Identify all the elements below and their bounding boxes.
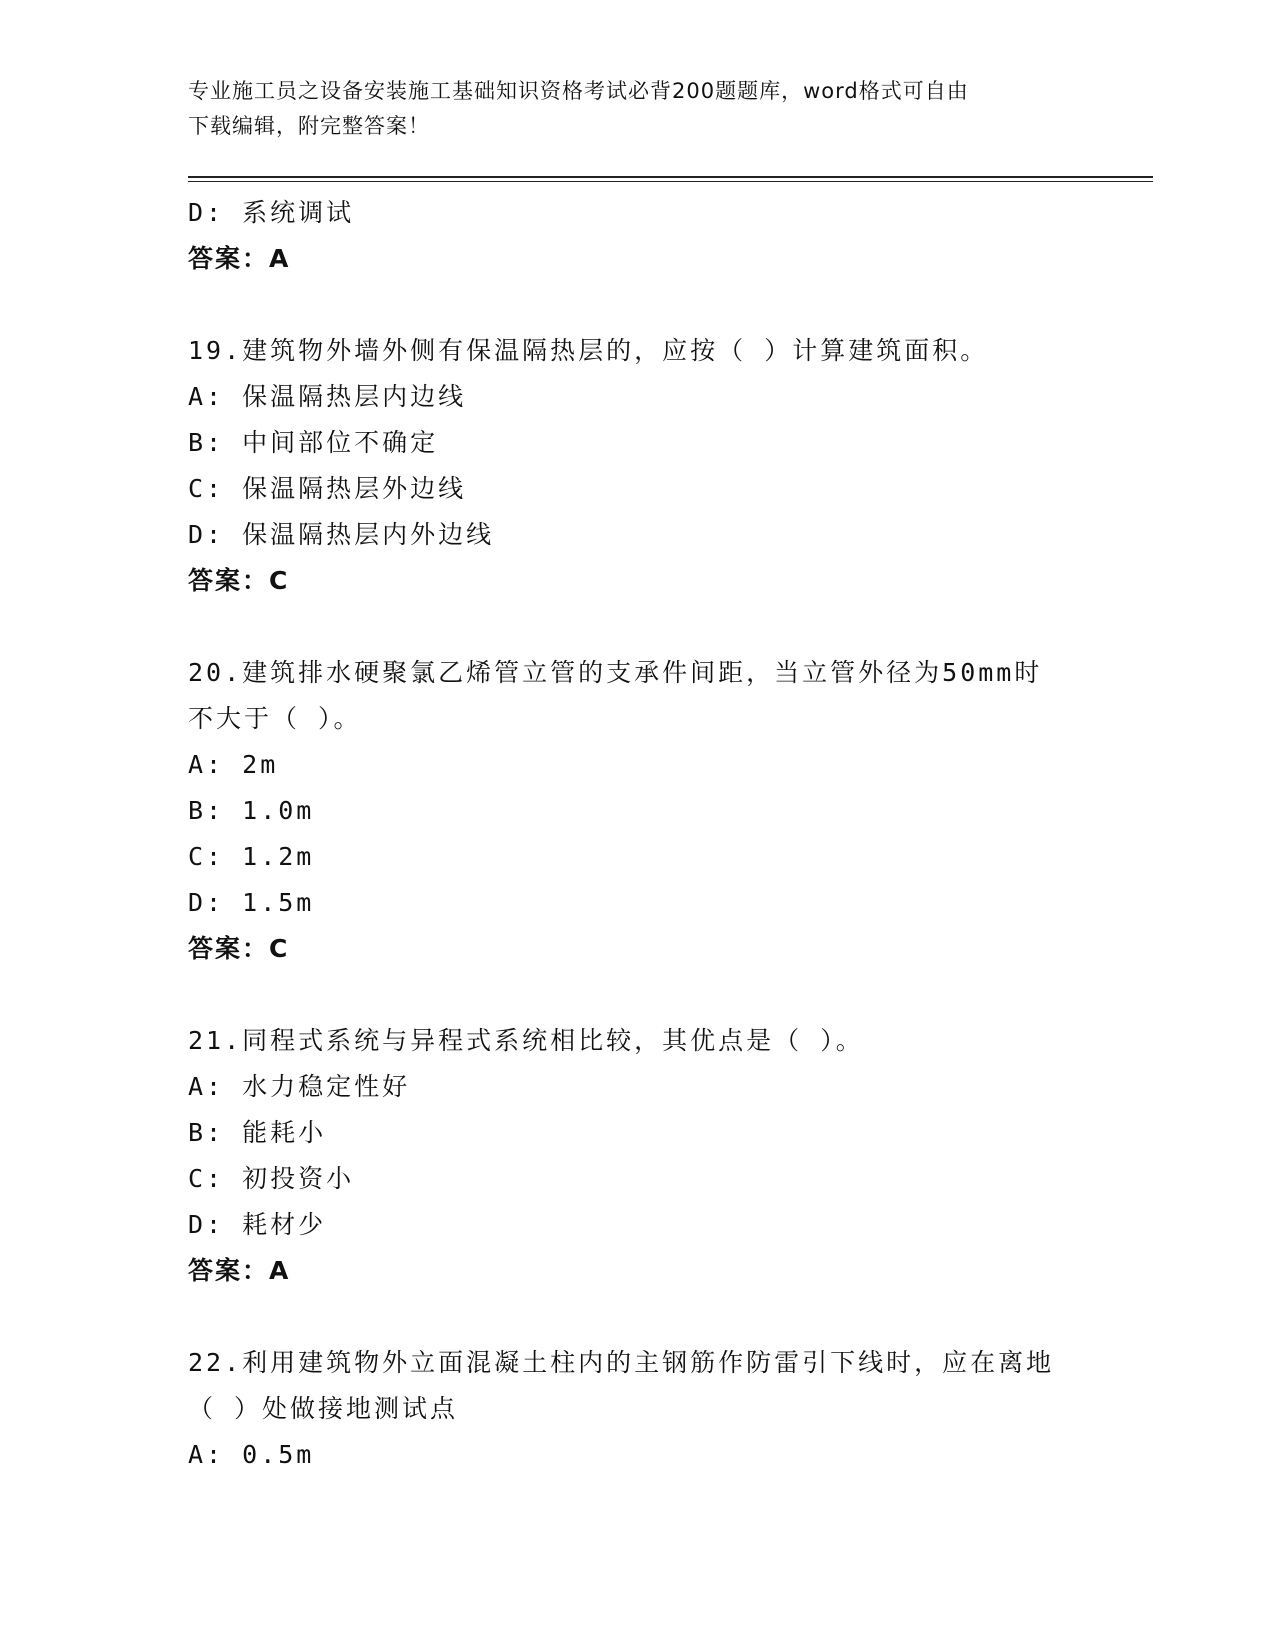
- question-stem-continued: （ ）处做接地测试点: [188, 1394, 459, 1423]
- option-c: C: 1.2m: [188, 842, 315, 871]
- question-list: [188, 190, 1088, 1478]
- option-a: A: 2m: [188, 750, 279, 779]
- option-c: C: 保温隔热层外边线: [188, 474, 467, 503]
- answer-line: 答案：C: [188, 566, 290, 595]
- question-stem: 19.建筑物外墙外侧有保温隔热层的，应按（ ）计算建筑面积。: [188, 336, 989, 365]
- spacer: [188, 282, 1088, 328]
- header-line-2: 下载编辑，附完整答案！: [188, 114, 430, 138]
- question-stem-continued: 不大于（ ）。: [188, 704, 362, 733]
- spacer: [188, 604, 1088, 650]
- header-line-1: 专业施工员之设备安装施工基础知识资格考试必背200题题库，word格式可自由: [188, 79, 969, 103]
- option-a: A: 水力稳定性好: [188, 1072, 411, 1101]
- option-a: A: 保温隔热层内边线: [188, 382, 467, 411]
- question-stem: 21.同程式系统与异程式系统相比较，其优点是（ ）。: [188, 1026, 864, 1055]
- header-divider-thin: [188, 181, 1153, 182]
- answer-line: 答案：C: [188, 934, 290, 963]
- question-stem: 22.利用建筑物外立面混凝土柱内的主钢筋作防雷引下线时，应在离地: [188, 1348, 1055, 1377]
- option-d: D: 1.5m: [188, 888, 315, 917]
- header-divider: [188, 176, 1153, 178]
- spacer: [188, 972, 1088, 1018]
- option-d: D: 保温隔热层内外边线: [188, 520, 495, 549]
- question-stem: 20.建筑排水硬聚氯乙烯管立管的支承件间距，当立管外径为50mm时: [188, 658, 1043, 687]
- option-d: D: 系统调试: [188, 198, 355, 227]
- option-b: B: 中间部位不确定: [188, 428, 439, 457]
- answer-line: 答案：A: [188, 1256, 291, 1285]
- option-b: B: 能耗小: [188, 1118, 327, 1147]
- answer-line: 答案：A: [188, 244, 291, 273]
- option-d: D: 耗材少: [188, 1210, 327, 1239]
- option-a: A: 0.5m: [188, 1440, 315, 1469]
- option-b: B: 1.0m: [188, 796, 315, 825]
- spacer: [188, 1294, 1088, 1340]
- document-header: [188, 74, 1068, 144]
- option-c: C: 初投资小: [188, 1164, 355, 1193]
